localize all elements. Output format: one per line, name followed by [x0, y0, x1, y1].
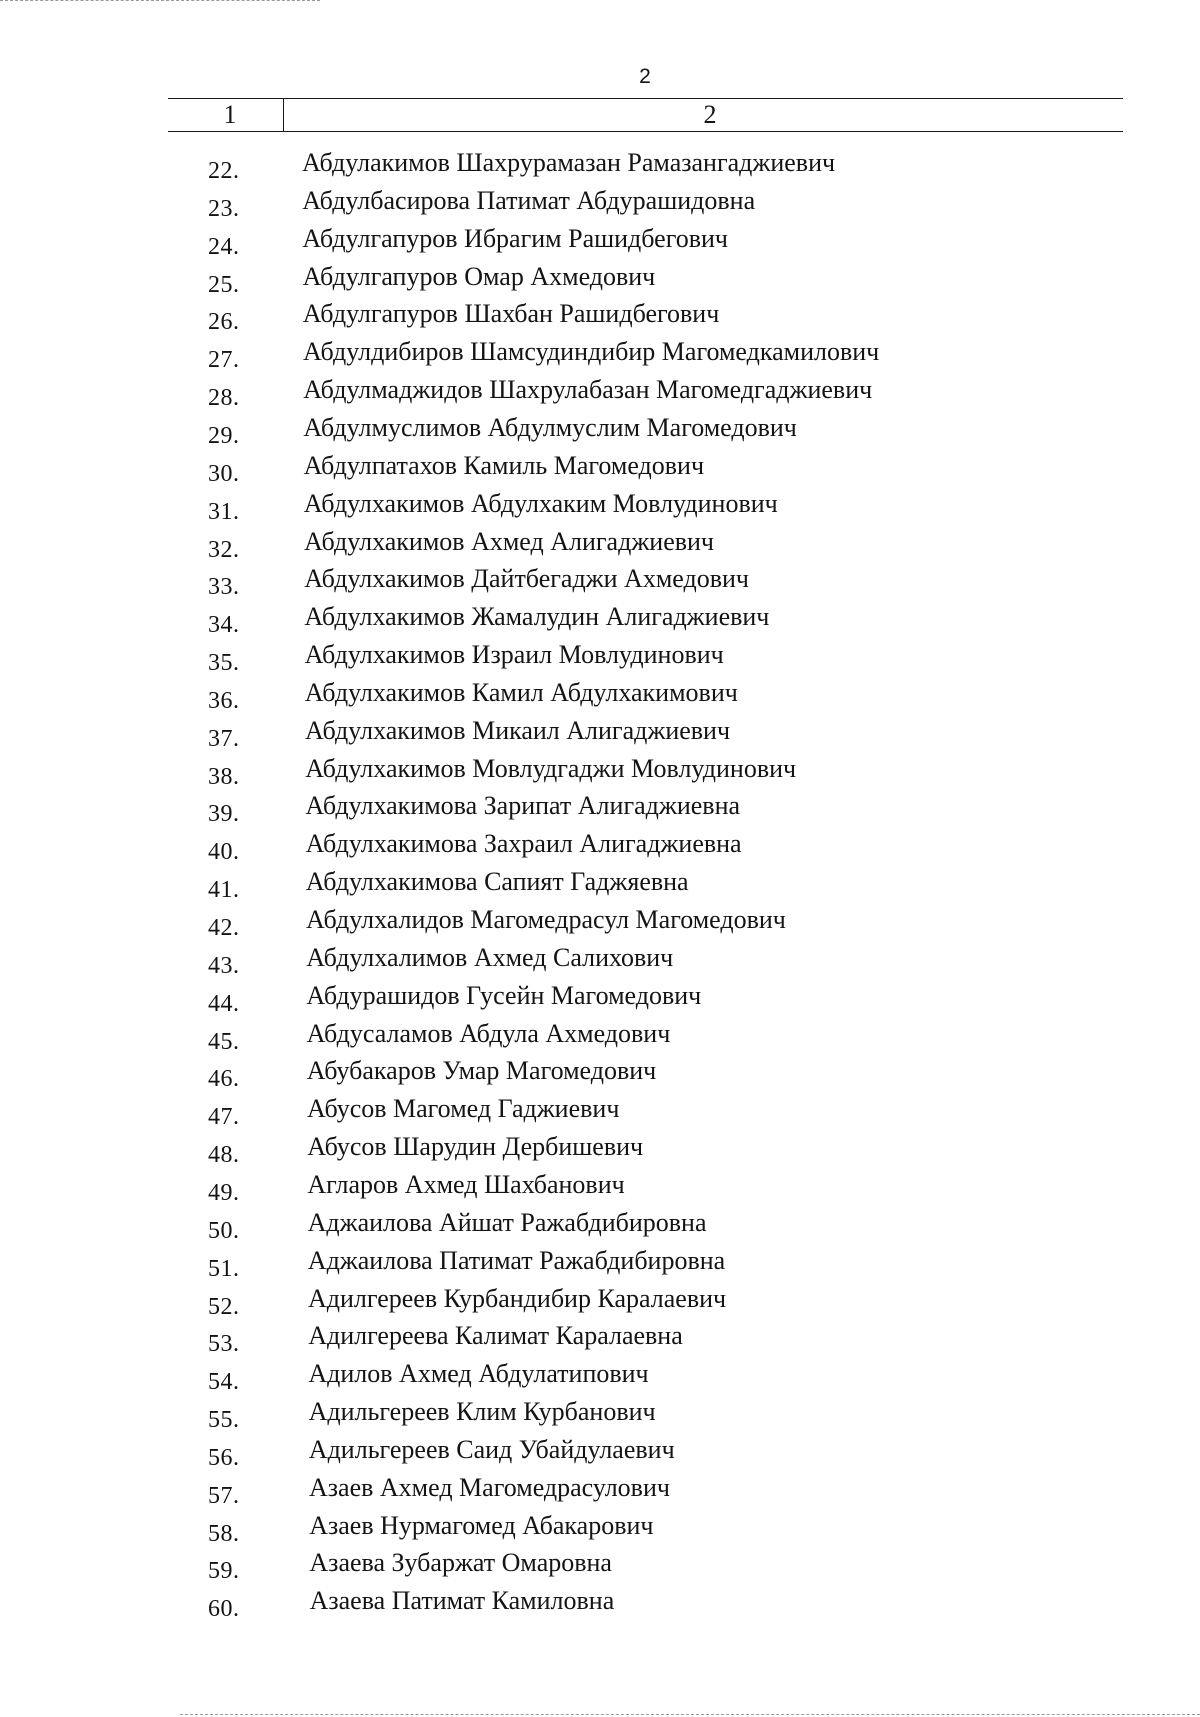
- list-item-name: Аджаилова Патимат Ражабдибировна: [307, 1245, 726, 1275]
- list-item-name: Абдурашидов Гусейн Магомедович: [306, 980, 702, 1010]
- list-item-name: Абдулхакимова Сапият Гаджяевна: [305, 867, 689, 897]
- list-item-number: 31.: [208, 498, 240, 525]
- list-item: [0, 1586, 1200, 1624]
- list-item-number: 24.: [208, 233, 240, 260]
- list-item-name: Адилов Ахмед Абдулатипович: [308, 1359, 649, 1389]
- list-item-name: Абдулхалидов Магомедрасул Магомедович: [306, 905, 786, 934]
- list-item-name: Абдулхакимов Израил Мовлудинович: [304, 640, 724, 670]
- table-header-bottom-rule: [168, 131, 1123, 132]
- list-item: [0, 1056, 1200, 1094]
- list-item-name: Абдулмаджидов Шахрулабазан Магомедгаджиевич: [303, 375, 873, 405]
- list-item-name: Абдулгапуров Омар Ахмедович: [302, 261, 656, 291]
- list-item: [0, 829, 1200, 867]
- list-item: [0, 1132, 1200, 1170]
- list-item-number: 35.: [208, 650, 240, 677]
- list-item-number: 38.: [208, 763, 240, 790]
- list-item-number: 23.: [208, 195, 240, 222]
- list-item-name: Абдулхакимов Камил Абдулхакимович: [304, 677, 738, 707]
- list-item-number: 57.: [208, 1482, 240, 1509]
- list-item-number: 58.: [208, 1520, 240, 1547]
- list-item: [0, 451, 1200, 489]
- list-item: [0, 640, 1200, 678]
- list-item-name: Абдулхакимов Абдулхаким Мовлудинович: [303, 488, 778, 518]
- list-item-name: Адилгереев Курбандибир Каралаевич: [308, 1283, 727, 1313]
- list-item-number: 46.: [208, 1066, 240, 1093]
- list-item-name: Адильгереев Клим Курбанович: [308, 1397, 656, 1427]
- list-item: [0, 791, 1200, 829]
- page-number: 2: [639, 65, 651, 88]
- list-item-name: Абдулхакимов Мовлудгаджи Мовлудинович: [305, 753, 797, 783]
- list-item-name: Адилгереева Калимат Каралаевна: [308, 1321, 683, 1351]
- list-item: [0, 943, 1200, 981]
- list-item-name: Адильгереев Саид Убайдулаевич: [308, 1434, 675, 1464]
- list-item-name: Абдулхакимов Жамалудин Алигаджиевич: [304, 602, 770, 632]
- list-item-number: 33.: [208, 574, 240, 601]
- list-item-name: Аджаилова Айшат Ражабдибировна: [307, 1207, 707, 1237]
- list-item: [0, 867, 1200, 905]
- scan-crop-line-top: [0, 0, 320, 1]
- list-item: [0, 224, 1200, 262]
- list-item-number: 29.: [208, 422, 240, 449]
- list-item-number: 28.: [208, 385, 240, 412]
- list-item: [0, 337, 1200, 375]
- list-item: [0, 527, 1200, 565]
- list-item-number: 60.: [208, 1596, 240, 1623]
- list-item-number: 50.: [208, 1217, 240, 1244]
- list-item: [0, 564, 1200, 602]
- list-item-number: 54.: [208, 1369, 240, 1396]
- list-item: [0, 1473, 1200, 1511]
- list-item-name: Абдулбасирова Патимат Абдурашидовна: [302, 185, 756, 215]
- table-header-column-divider: [283, 98, 284, 131]
- list-item-name: Абдулмуслимов Абдулмуслим Магомедович: [303, 412, 797, 442]
- list-item-number: 42.: [208, 915, 240, 941]
- list-item-number: 44.: [208, 990, 240, 1017]
- list-item: [0, 1170, 1200, 1208]
- table-header-top-rule: [168, 98, 1123, 99]
- list-item-number: 52.: [208, 1293, 240, 1320]
- list-item-number: 39.: [208, 801, 240, 828]
- list-item-number: 22.: [208, 158, 240, 184]
- list-item: [0, 262, 1200, 300]
- list-item-number: 53.: [208, 1331, 240, 1358]
- list-item-name: Азаева Патимат Камиловна: [309, 1586, 615, 1616]
- list-item-name: Абусов Шарудин Дербишевич: [307, 1132, 644, 1162]
- list-item-name: Абдулпатахов Камиль Магомедович: [303, 450, 705, 480]
- list-item-number: 30.: [208, 460, 240, 487]
- list-item-number: 26.: [208, 309, 240, 336]
- list-item: [0, 1435, 1200, 1473]
- list-item: [0, 489, 1200, 527]
- list-item-name: Абдулхалимов Ахмед Салихович: [306, 942, 674, 972]
- list-item-number: 55.: [208, 1407, 240, 1434]
- list-item-number: 41.: [208, 877, 240, 904]
- list-item-number: 34.: [208, 612, 240, 639]
- list-item-name: Абдулдибиров Шамсудиндибир Магомедкамилович: [303, 337, 880, 367]
- list-item-number: 25.: [208, 271, 240, 298]
- list-item-number: 32.: [208, 536, 240, 563]
- list-item: [0, 1397, 1200, 1435]
- list-item-number: 43.: [208, 952, 240, 979]
- list-item-number: 36.: [208, 687, 240, 714]
- list-item: [0, 413, 1200, 451]
- list-item-name: Абдулхакимов Ахмед Алигаджиевич: [304, 526, 715, 556]
- list-item-name: Абдулхакимова Зарипат Алигаджиевна: [305, 791, 741, 821]
- table-header-col1: 1: [223, 100, 237, 129]
- list-item: [0, 1094, 1200, 1132]
- list-item: [0, 981, 1200, 1019]
- list-item-number: 37.: [208, 725, 240, 752]
- table-header-col2: 2: [703, 100, 717, 129]
- list-item-name: Азаев Нурмагомед Абакарович: [309, 1510, 654, 1540]
- scan-crop-line-bottom: [180, 1714, 1200, 1715]
- list-item-number: 59.: [208, 1558, 240, 1585]
- list-item: [0, 1246, 1200, 1284]
- list-item: [0, 1284, 1200, 1322]
- list-item-number: 49.: [208, 1179, 240, 1206]
- list-item: [0, 1208, 1200, 1246]
- list-item-number: 48.: [208, 1142, 240, 1169]
- list-item: [0, 905, 1200, 943]
- list-item-name: Абдулхакимов Микаил Алигаджиевич: [305, 715, 731, 745]
- list-item-name: Абдулхакимова Захраил Алигаджиевна: [305, 829, 742, 859]
- list-item: [0, 1511, 1200, 1549]
- list-item: [0, 1321, 1200, 1359]
- list-item: [0, 716, 1200, 754]
- list-item-name: Абдулгапуров Шахбан Рашидбегович: [302, 299, 720, 329]
- list-item-number: 47.: [208, 1104, 240, 1131]
- list-item-name: Абубакаров Умар Магомедович: [306, 1056, 657, 1086]
- list-item: [0, 1019, 1200, 1057]
- list-item-number: 45.: [208, 1028, 240, 1055]
- list-item-number: 27.: [208, 347, 240, 374]
- list-item: [0, 1359, 1200, 1397]
- list-item: [0, 375, 1200, 413]
- list-item-name: Азаева Зубаржат Омаровна: [309, 1548, 612, 1578]
- list-item-name: Абдулгапуров Ибрагим Рашидбегович: [302, 223, 728, 253]
- list-item: [0, 678, 1200, 716]
- list-item-name: Агларов Ахмед Шахбанович: [307, 1169, 625, 1199]
- list-item-number: 51.: [208, 1255, 240, 1282]
- list-item: [0, 602, 1200, 640]
- list-item-number: 56.: [208, 1444, 240, 1471]
- list-item-name: Абдулхакимов Дайтбегаджи Ахмедович: [304, 564, 749, 594]
- list-item-name: Абдулакимов Шахрурамазан Рамазангаджиевич: [302, 148, 836, 177]
- list-item: [0, 148, 1200, 186]
- list-item-number: 40.: [208, 839, 240, 866]
- list-item-name: Азаев Ахмед Магомедрасулович: [309, 1472, 670, 1502]
- list-item: [0, 1548, 1200, 1586]
- list-item: [0, 186, 1200, 224]
- list-item: [0, 299, 1200, 337]
- list-item-name: Абдусаламов Абдула Ахмедович: [306, 1018, 671, 1048]
- list-item: [0, 754, 1200, 792]
- list-item-name: Абусов Магомед Гаджиевич: [307, 1094, 620, 1124]
